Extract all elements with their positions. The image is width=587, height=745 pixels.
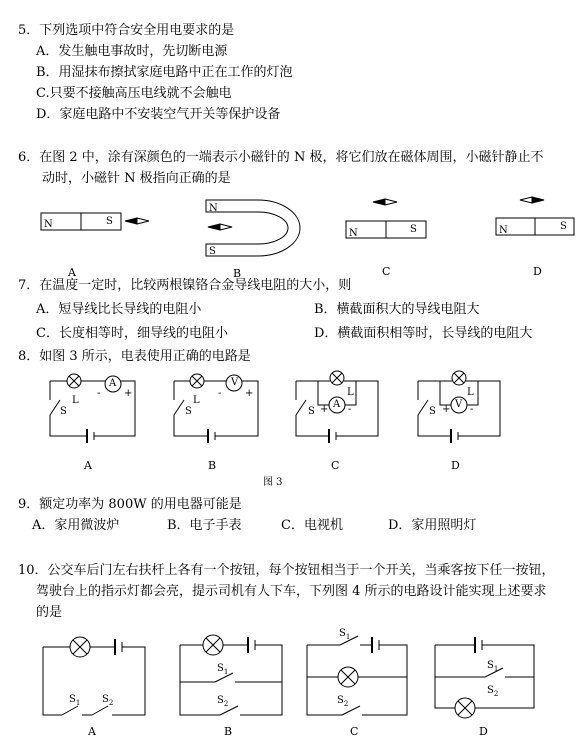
switch-label-s2: $S_2$ — [217, 695, 229, 708]
switch-label: S — [60, 406, 67, 417]
magnet-s-label: S — [410, 224, 417, 235]
magnet-n-label: N — [499, 225, 508, 236]
switch-label-s1: $S_1$ — [69, 694, 81, 707]
lamp-label: L — [193, 395, 200, 406]
q7-option-d[interactable]: D．横截面积相等时，长导线的电阻大 — [314, 326, 533, 341]
q8-choice-a[interactable]: A — [84, 459, 92, 472]
magnet-n-label: N — [44, 219, 53, 230]
minus-terminal: - — [218, 388, 222, 399]
figure-caption: 图 3 — [263, 477, 283, 488]
q7-stem: 7．在温度一定时，比较两根镍铬合金导线电阻的大小，则 — [18, 278, 352, 293]
q10-choice-a[interactable]: A — [88, 725, 96, 738]
magnet-n-label: N — [349, 228, 358, 239]
q9-option-d[interactable]: D．家用照明灯 — [388, 518, 477, 533]
q5-stem: 5．下列选项中符合安全用电要求的是 — [18, 23, 235, 38]
lamp-label: L — [347, 387, 354, 398]
q6-choice-d[interactable]: D — [533, 265, 542, 278]
q9-option-a[interactable]: A．家用微波炉 — [32, 518, 120, 533]
switch-label: S — [429, 406, 436, 417]
q9-option-c[interactable]: C．电视机 — [281, 518, 343, 533]
q10-stem-line3: 的是 — [36, 605, 63, 620]
q10-circuit-d — [435, 637, 534, 718]
lamp-label: L — [72, 395, 79, 406]
plus-terminal: + — [245, 388, 254, 399]
minus-terminal: - — [348, 404, 352, 415]
plus-terminal: + — [442, 404, 451, 415]
q10-circuit-a — [43, 637, 145, 715]
switch-label: S — [308, 406, 315, 417]
q5-option-b[interactable]: B．用湿抹布擦拭家庭电路中正在工作的灯泡 — [36, 65, 293, 80]
magnet-n-label: N — [209, 203, 218, 214]
ammeter-label: A — [333, 399, 341, 410]
q10-stem-line2: 驾驶台上的指示灯都会亮，提示司机有人下车，下列图 4 所示的电路设计能实现上述要求 — [36, 584, 547, 599]
q6-choice-b[interactable]: B — [233, 267, 242, 280]
q6-stem-line1: 6．在图 2 中，涂有深颜色的一端表示小磁针的 N 极，将它们放在磁体周围，小磁针静止不 — [18, 150, 544, 165]
q7-option-a[interactable]: A．短导线比长导线的电阻小 — [36, 302, 202, 317]
q7-option-b[interactable]: B．横截面积大的导线电阻大 — [314, 302, 480, 317]
switch-label-s1: $S_1$ — [487, 660, 499, 673]
lamp-label: L — [467, 387, 474, 398]
q8-choice-d[interactable]: D — [451, 459, 460, 472]
ammeter-label: A — [109, 378, 117, 389]
q9-stem: 9．额定功率为 800W 的用电器可能是 — [18, 497, 242, 512]
q7-option-c[interactable]: C．长度相等时，细导线的电阻小 — [36, 326, 228, 341]
q9-option-b[interactable]: B．电子手表 — [167, 518, 242, 533]
q6-choice-a[interactable]: A — [68, 266, 76, 279]
q10-circuit-c — [307, 636, 407, 715]
magnet-s-label: S — [560, 221, 567, 232]
switch-label-s2: $S_2$ — [102, 694, 114, 707]
plus-terminal: + — [124, 388, 133, 399]
plus-terminal: + — [320, 404, 329, 415]
q8-stem: 8．如图 3 所示，电表使用正确的电路是 — [18, 349, 251, 364]
q5-option-a[interactable]: A．发生触电事故时，先切断电源 — [36, 44, 228, 59]
voltmeter-label: V — [455, 399, 463, 410]
voltmeter-label: V — [231, 377, 239, 388]
q10-choice-b[interactable]: B — [224, 725, 233, 738]
switch-label-s1: $S_1$ — [339, 628, 351, 641]
q10-stem-line1: 10．公交车后门左右扶杆上各有一个按钮，每个按钮相当于一个开关，当乘客按下任一按钮， — [18, 563, 555, 578]
q10-circuit-b — [180, 635, 282, 715]
switch-label-s1: $S_1$ — [217, 663, 229, 676]
minus-terminal: - — [97, 388, 101, 399]
q6-stem-line2: 动时，小磁针 N 极指向正确的是 — [42, 171, 231, 186]
q5-option-d[interactable]: D．家庭电路中不安装空气开关等保护设备 — [36, 107, 281, 122]
q5-option-c[interactable]: C.只要不接触高压电线就不会触电 — [36, 86, 232, 101]
switch-label-s2: $S_2$ — [487, 685, 499, 698]
switch-label: S — [185, 406, 192, 417]
q8-choice-b[interactable]: B — [208, 459, 217, 472]
magnet-s-label: S — [106, 216, 113, 227]
q8-choice-c[interactable]: C — [331, 459, 340, 472]
magnet-s-label: S — [209, 246, 216, 257]
q10-choice-d[interactable]: D — [479, 725, 488, 738]
minus-terminal: - — [470, 404, 474, 415]
switch-label-s2: $S_2$ — [337, 695, 349, 708]
q6-choice-c[interactable]: C — [382, 265, 391, 278]
q10-choice-c[interactable]: C — [350, 725, 359, 738]
